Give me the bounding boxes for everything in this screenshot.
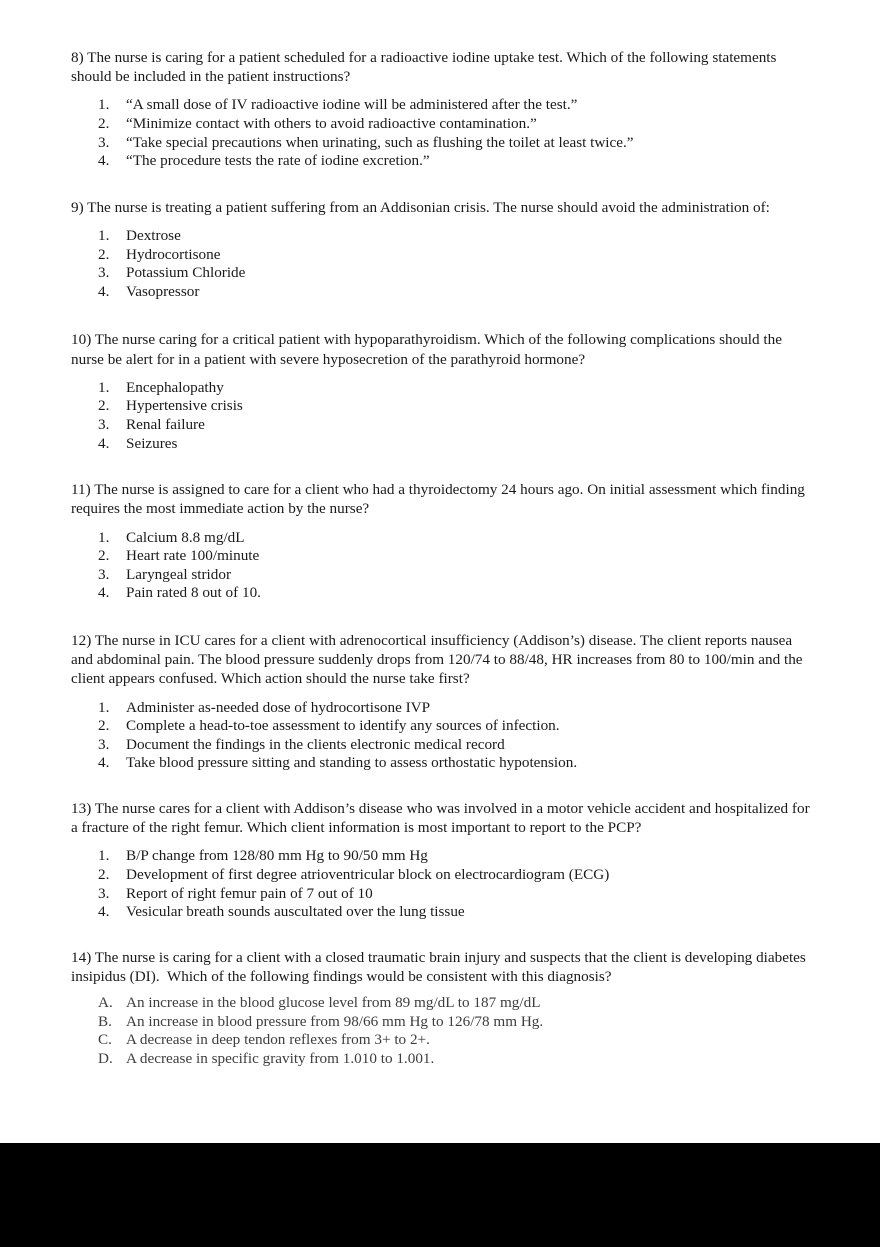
option-item[interactable] — [71, 134, 816, 153]
question-block-9 — [71, 198, 816, 331]
option-list — [71, 529, 816, 603]
option-marker: 4. — [98, 754, 110, 772]
option-item[interactable] — [71, 699, 816, 718]
option-item[interactable] — [71, 397, 816, 416]
option-marker: B. — [98, 1012, 112, 1030]
question-stem: 8) The nurse is caring for a patient scheduled for a radioactive iodine uptake test. Which of the following statements should be included in the patient instructions? — [71, 49, 781, 86]
option-marker: 3. — [98, 565, 110, 583]
question-stem: 13) The nurse cares for a client with Addison’s disease who was involved in a motor vehicle accident and hospitalized for a fracture of the right femur. Which client information is most important to report to the PCP? — [71, 799, 814, 837]
option-item[interactable] — [71, 416, 816, 435]
option-list — [71, 96, 816, 170]
option-text: Heart rate 100/minute — [126, 547, 260, 565]
option-marker: 4. — [98, 584, 110, 602]
option-item[interactable] — [71, 227, 816, 246]
option-marker: 3. — [98, 133, 110, 151]
option-item[interactable] — [71, 994, 816, 1013]
question-stem: 11) The nurse is assigned to care for a client who had a thyroidectomy 24 hours ago. On initial assessment which finding requires the most immediate action by the nurse? — [71, 481, 809, 518]
option-text: Vasopressor — [126, 282, 200, 300]
option-text: Renal failure — [126, 415, 205, 433]
option-marker: 4. — [98, 152, 110, 170]
option-list — [71, 994, 816, 1068]
question-block-11 — [71, 480, 816, 631]
option-text: Development of first degree atrioventricular block on electrocardiogram (ECG) — [126, 865, 610, 883]
question-stem: 14) The nurse is caring for a client with a closed traumatic brain injury and suspects that the client is developing diabetes insipidus (DI). Which of the following findings would be consistent with this diagnosis? — [71, 948, 810, 985]
option-item[interactable] — [71, 435, 816, 454]
option-item[interactable] — [71, 264, 816, 283]
option-text: An increase in blood pressure from 98/66 mm Hg to 126/78 mm Hg. — [126, 1012, 544, 1030]
option-text: Calcium 8.8 mg/dL — [126, 528, 245, 546]
option-marker: 1. — [98, 698, 110, 716]
spacer — [71, 603, 816, 631]
question-block-14 — [71, 948, 816, 1069]
option-list — [71, 227, 816, 301]
spacer — [71, 986, 816, 994]
option-item[interactable] — [71, 903, 816, 922]
question-stem: 9) The nurse is treating a patient suffering from an Addisonian crisis. The nurse should avoid the administration of: — [71, 198, 770, 216]
option-text: B/P change from 128/80 mm Hg to 90/50 mm Hg — [126, 847, 428, 865]
option-text: “Take special precautions when urinating, such as flushing the toilet at least twice.” — [126, 133, 634, 151]
option-marker: 3. — [98, 735, 110, 753]
option-item[interactable] — [71, 866, 816, 885]
option-item[interactable] — [71, 717, 816, 736]
option-marker: 1. — [98, 226, 110, 244]
option-item[interactable] — [71, 566, 816, 585]
document-body — [71, 48, 816, 1068]
spacer — [71, 519, 816, 529]
option-item[interactable] — [71, 547, 816, 566]
option-marker: 1. — [98, 96, 110, 114]
option-text: Encephalopathy — [126, 378, 224, 396]
option-text: “Minimize contact with others to avoid radioactive contamination.” — [126, 115, 537, 132]
option-marker: 3. — [98, 884, 110, 902]
option-text: An increase in the blood glucose level from 89 mg/dL to 187 mg/dL — [126, 994, 541, 1012]
option-marker: 2. — [98, 115, 110, 132]
option-text: Complete a head-to-toe assessment to identify any sources of infection. — [126, 717, 560, 735]
spacer — [71, 837, 816, 847]
option-list — [71, 847, 816, 921]
option-text: Take blood pressure sitting and standing to assess orthostatic hypotension. — [126, 754, 578, 772]
option-marker: 4. — [98, 282, 110, 300]
spacer — [71, 301, 816, 330]
question-stem: 12) The nurse in ICU cares for a client with adrenocortical insufficiency (Addison’s) disease. The client reports nausea and abdominal pain. The blood pressure suddenly drops from 120/74 to 88/48, HR increases from 80 to 100/min and the client appears confused. Which action should the nurse take first? — [71, 631, 807, 688]
spacer — [71, 773, 816, 799]
option-item[interactable] — [71, 283, 816, 302]
question-block-10 — [71, 330, 816, 480]
spacer — [71, 171, 816, 198]
option-item[interactable] — [71, 1050, 816, 1069]
spacer — [71, 86, 816, 96]
question-block-12 — [71, 631, 816, 799]
option-item[interactable] — [71, 379, 816, 398]
option-text: A decrease in deep tendon reflexes from 3+ to 2+. — [126, 1031, 430, 1049]
option-item[interactable] — [71, 754, 816, 773]
option-item[interactable] — [71, 1031, 816, 1050]
option-text: Hypertensive crisis — [126, 397, 243, 415]
option-text: Dextrose — [126, 226, 181, 244]
option-text: Pain rated 8 out of 10. — [126, 584, 261, 602]
option-item[interactable] — [71, 847, 816, 866]
option-item[interactable] — [71, 1013, 816, 1032]
page-footer-bar — [0, 1143, 880, 1247]
option-marker: D. — [98, 1049, 113, 1067]
option-marker: 1. — [98, 378, 110, 396]
option-text: Potassium Chloride — [126, 264, 246, 282]
option-marker: 2. — [98, 717, 110, 735]
option-marker: 4. — [98, 903, 110, 921]
question-block-8 — [71, 48, 816, 198]
option-text: A decrease in specific gravity from 1.010 to 1.001. — [126, 1049, 435, 1067]
option-text: Administer as-needed dose of hydrocortisone IVP — [126, 698, 431, 716]
option-marker: 2. — [98, 865, 110, 883]
option-text: Report of right femur pain of 7 out of 10 — [126, 884, 373, 902]
spacer — [71, 217, 816, 227]
spacer — [71, 922, 816, 948]
option-item[interactable] — [71, 584, 816, 603]
question-stem: 10) The nurse caring for a critical patient with hypoparathyroidism. Which of the following complications should the nurse be alert for in a patient with severe hyposecretion of the parathyroid hormone? — [71, 331, 786, 368]
option-marker: 2. — [98, 547, 110, 565]
option-text: “A small dose of IV radioactive iodine will be administered after the test.” — [126, 96, 578, 114]
option-text: Vesicular breath sounds auscultated over the lung tissue — [126, 903, 465, 921]
option-item[interactable] — [71, 96, 816, 115]
option-marker: 1. — [98, 528, 110, 546]
spacer — [71, 369, 816, 379]
option-list — [71, 699, 816, 773]
option-marker: 1. — [98, 847, 110, 865]
option-marker: 4. — [98, 434, 110, 452]
option-marker: A. — [98, 994, 113, 1012]
option-text: Laryngeal stridor — [126, 565, 232, 583]
option-item[interactable] — [71, 246, 816, 265]
option-item[interactable] — [71, 885, 816, 904]
option-item[interactable] — [71, 736, 816, 755]
option-marker: 3. — [98, 264, 110, 282]
option-marker: C. — [98, 1031, 112, 1049]
option-marker: 3. — [98, 415, 110, 433]
option-text: “The procedure tests the rate of iodine excretion.” — [126, 152, 430, 170]
spacer — [71, 689, 816, 699]
option-item[interactable] — [71, 152, 816, 171]
question-block-13 — [71, 799, 816, 948]
option-text: Document the findings in the clients electronic medical record — [126, 735, 505, 753]
option-text: Seizures — [126, 434, 178, 452]
option-marker: 2. — [98, 397, 110, 415]
option-text: Hydrocortisone — [126, 245, 221, 263]
spacer — [71, 453, 816, 480]
option-list — [71, 379, 816, 453]
option-item[interactable] — [71, 529, 816, 548]
option-item[interactable] — [71, 115, 816, 134]
option-marker: 2. — [98, 245, 110, 263]
